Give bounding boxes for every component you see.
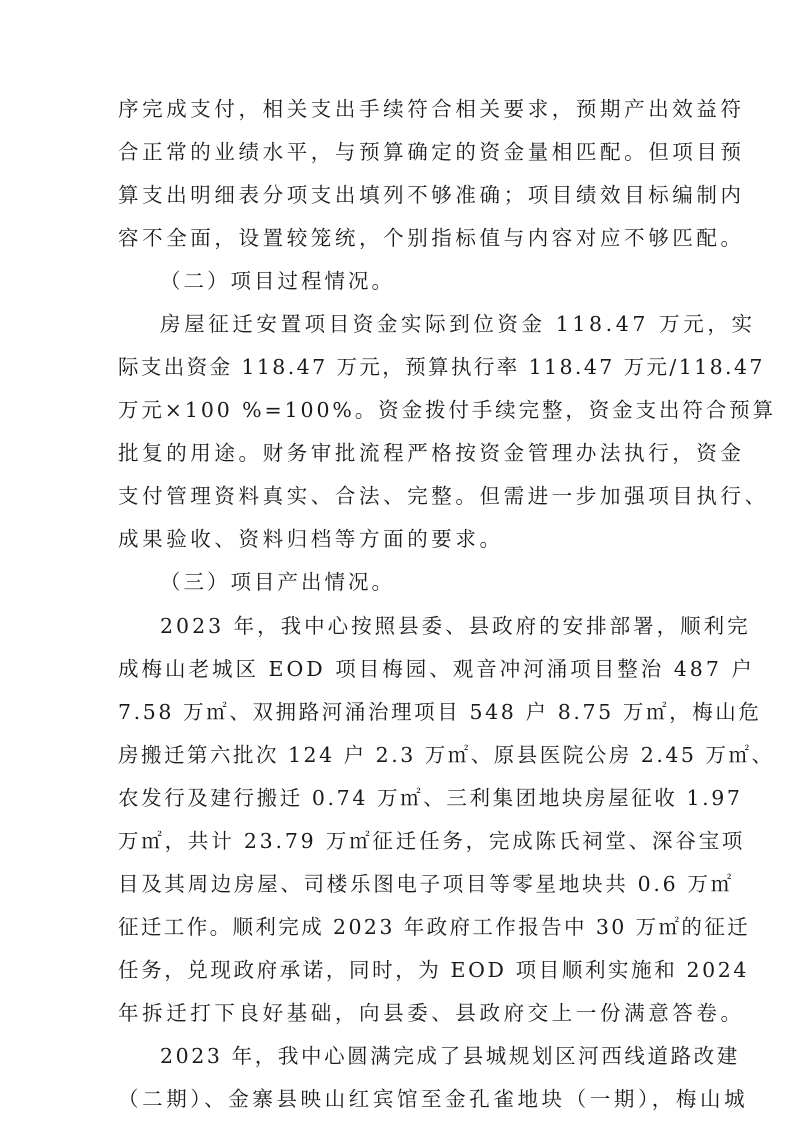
body-text-line: 征迁工作。顺利完成 2023 年政府工作报告中 30 万㎡的征迁 xyxy=(118,914,751,939)
body-text-line: 序完成支付，相关支出手续符合相关要求，预期产出效益符 xyxy=(118,97,745,121)
body-text-line: 7.58 万㎡、双拥路河涌治理项目 548 户 8.75 万㎡，梅山危 xyxy=(118,699,762,724)
body-text-line: 2023 年，我中心按照县委、县政府的安排部署，顺利完 xyxy=(160,613,751,638)
body-text-line: 农发行及建行搬迁 0.74 万㎡、三利集团地块房屋征收 1.97 xyxy=(118,785,743,810)
body-text-line: 房搬迁第六批次 124 户 2.3 万㎡、原县医院公房 2.45 万㎡、 xyxy=(118,742,775,767)
body-text-line: 万元×100 %=100%。资金拨付手续完整，资金支出符合预算 xyxy=(118,398,776,423)
body-text-line: 任务，兑现政府承诺，同时，为 EOD 项目顺利实施和 2024 xyxy=(118,957,750,982)
body-text-line: 合正常的业绩水平，与预算确定的资金量相匹配。但项目预 xyxy=(118,140,745,165)
body-text-line: 成果验收、资料归档等方面的要求。 xyxy=(118,527,504,552)
body-text-line: 房屋征迁安置项目资金实际到位资金 118.47 万元，实 xyxy=(160,312,756,337)
body-text-line: （二期）、金寨县映山红宾馆至金孔雀地块（一期），梅山城 xyxy=(118,1087,749,1111)
body-text-line: 支付管理资料真实、合法、完整。但需进一步加强项目执行、 xyxy=(118,484,769,509)
body-text-line: 年拆迁打下良好基础，向县委、县政府交上一份满意答卷。 xyxy=(118,1000,745,1025)
body-text-line: 2023 年，我中心圆满完成了县城规划区河西线道路改建 xyxy=(160,1043,740,1068)
body-text-line: 目及其周边房屋、司楼乐图电子项目等零星地块共 0.6 万㎡ xyxy=(118,871,734,896)
body-text-line: 算支出明细表分项支出填列不够准确；项目绩效目标编制内 xyxy=(118,183,745,208)
body-text-line: 成梅山老城区 EOD 项目梅园、观音冲河涌项目整治 487 户 xyxy=(118,656,755,681)
body-text-line: 批复的用途。财务审批流程严格按资金管理办法执行，资金 xyxy=(118,441,745,466)
section-heading: （三）项目产出情况。 xyxy=(160,570,395,595)
body-text-line: 容不全面，设置较笼统，个别指标值与内容对应不够匹配。 xyxy=(118,226,745,251)
body-text-line: 万㎡，共计 23.79 万㎡征迁任务，完成陈氏祠堂、深谷宝项 xyxy=(118,828,746,853)
body-text-line: 际支出资金 118.47 万元，预算执行率 118.47 万元/118.47 xyxy=(118,355,765,380)
section-heading: （二）项目过程情况。 xyxy=(160,269,395,294)
